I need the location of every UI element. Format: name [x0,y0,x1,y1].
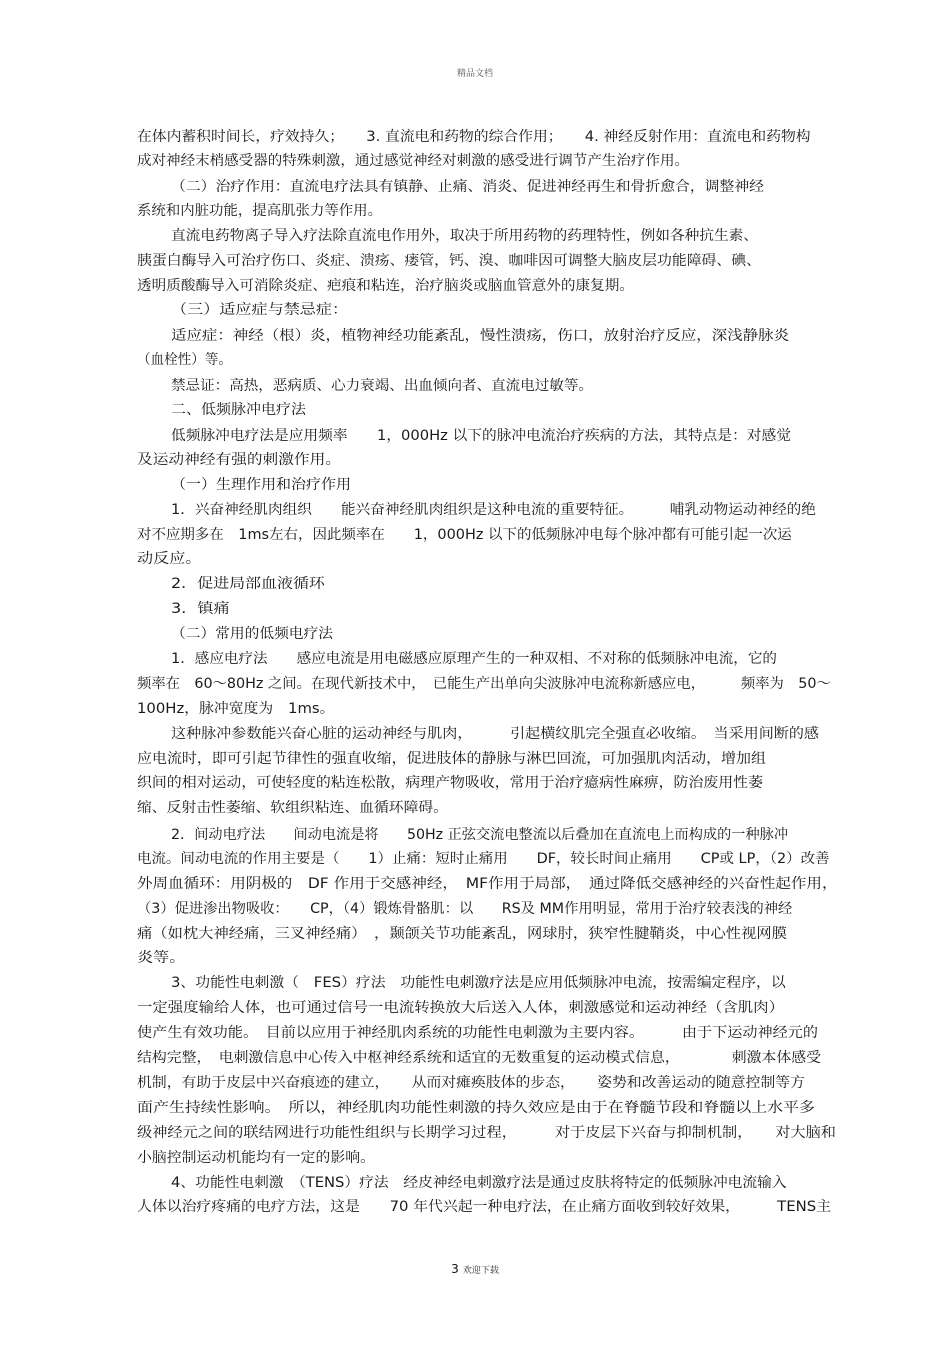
text-line: （一）生理作用和治疗作用 [171,477,351,493]
text-line: 适应症：神经（根）炎，植物神经功能紊乱，慢性溃疡，伤口，放射治疗反应，深浅静脉炎 [171,328,790,344]
text-line: 1．感应电疗法 感应电流是用电磁感应原理产生的一种双相、不对称的低频脉冲电流，它的 [171,651,777,667]
text-line: 动反应。 [137,551,202,567]
page-number: 3 [451,1262,459,1276]
text-line: 透明质酸酶导入可消除炎症、疤痕和粘连，治疗脑炎或脑血管意外的康复期。 [137,278,634,294]
text-line: 二、低频脉冲电疗法 [171,402,306,418]
text-line: 级神经元之间的联结网进行功能性组织与长期学习过程， 对于皮层下兴奋与抑制机制， 对大脑和 [137,1125,836,1141]
text-line: 成对神经末梢感受器的特殊刺激，通过感觉神经对刺激的感受进行调节产生治疗作用。 [137,153,690,169]
page-footer [0,1262,950,1276]
text-line: 外周血循环：用阴极的 DF 作用于交感神经， MF作用于局部， 通过降低交感神经的兴奋性起作用， [137,876,838,892]
text-line: 在体内蓄积时间长，疗效持久； 3. 直流电和药物的综合作用； 4. 神经反射作用：直流电和药物构 [137,129,811,145]
text-line: 织间的相对运动，可使轻度的粘连松散，病理产物吸收，常用于治疗癔病性麻痹，防治废用性萎 [137,775,763,791]
text-line: 结构完整， 电刺激信息中心传入中枢神经系统和适宜的无数重复的运动模式信息， 刺激本体感受 [137,1050,821,1066]
text-line: 使产生有效功能。 目前以应用于神经肌肉系统的功能性电刺激为主要内容。 由于下运动神经元的 [137,1025,819,1041]
text-line: （三）适应症与禁忌症： [171,302,349,318]
text-line: 一定强度输给人体，也可通过信号一电流转换放大后送入人体，刺激感觉和运动神经（含肌肉） [137,1000,784,1016]
text-line: 2．间动电疗法 间动电流是将 50Hz 正弦交流电整流以后叠加在直流电上而构成的一种脉冲 [171,827,789,843]
footer-text: 欢迎下载 [462,1266,499,1276]
text-line: 炎等。 [137,950,186,966]
text-line: 痛（如枕大神经痛，三叉神经痛） ，颞颌关节功能紊乱，网球肘，狭窄性腱鞘炎，中心性视网膜 [137,926,787,942]
text-line: （二）常用的低频电疗法 [171,626,333,642]
text-line: 2．促进局部血液循环 [171,576,325,592]
text-line: 1．兴奋神经肌肉组织 能兴奋神经肌肉组织是这种电流的重要特征。 哺乳动物运动神经的绝 [171,502,816,518]
text-line: 100Hz，脉冲宽度为 1ms。 [137,701,335,717]
text-line: 电流。间动电流的作用主要是（ 1）止痛：短时止痛用 DF，较长时间止痛用 CP或 LP，（2）改善 [137,851,830,867]
text-line: （血栓性）等。 [137,352,233,368]
text-line: 3、功能性电刺激（ FES）疗法 功能性电刺激疗法是应用低频脉冲电流，按需编定程序，以 [171,975,786,991]
page-header: 精品文档 [456,69,493,79]
text-line: 这种脉冲参数能兴奋心脏的运动神经与肌肉， 引起横纹肌完全强直必收缩。 当采用间断的感 [171,726,819,742]
text-line: 应电流时，即可引起节律性的强直收缩，促进肢体的静脉与淋巴回流，可加强肌肉活动，增加组 [137,751,766,767]
text-line: 胰蛋白酶导入可治疗伤口、炎症、溃疡、瘘管，钙、溴、咖啡因可调整大脑皮层功能障碍、碘、 [137,253,761,269]
text-line: 系统和内脏功能，提高肌张力等作用。 [137,203,382,219]
text-line: 缩、反射击性萎缩、软组织粘连、血循环障碍。 [137,800,448,816]
text-line: 及运动神经有强的刺激作用。 [137,452,342,468]
text-line: 面产生持续性影响。 所以，神经肌肉功能性刺激的持久效应是由于在脊髓节段和脊髓以上水平多 [137,1100,816,1116]
text-line: （二）治疗作用：直流电疗法具有镇静、止痛、消炎、促进神经再生和骨折愈合，调整神经 [171,179,764,195]
text-line: 频率在 60～80Hz 之间。在现代新技术中， 已能生产出单向尖波脉冲电流称新感应电， 频率为 50～ [137,676,831,692]
text-line: 小脑控制运动机能均有一定的影响。 [137,1150,375,1166]
text-line: 禁忌证：高热，恶病质、心力衰竭、出血倾向者、直流电过敏等。 [171,378,593,394]
text-line: 机制，有助于皮层中兴奋痕迹的建立， 从而对瘫痪肢体的步态， 姿势和改善运动的随意控制等方 [137,1075,805,1091]
text-line: 直流电药物离子导入疗法除直流电作用外，取决于所用药物的药理特性，例如各种抗生素、 [171,228,758,244]
text-line: 4、功能性电刺激 （TENS）疗法 经皮神经电刺激疗法是通过皮肤将特定的低频脉冲电流输入 [171,1175,787,1191]
text-line: 人体以治疗疼痛的电疗方法，这是 70 年代兴起一种电疗法，在止痛方面收到较好效果， TENS主 [137,1199,832,1215]
text-line: 对不应期多在 1ms左右，因此频率在 1，000Hz 以下的低频脉冲电每个脉冲都有可能引起一次运 [137,527,792,543]
text-line: 低频脉冲电疗法是应用频率 1，000Hz 以下的脉冲电流治疗疾病的方法，其特点是：对感觉 [171,428,791,444]
text-line: 3．镇痛 [171,601,230,617]
text-line: （3）促进渗出物吸收： CP，（4）锻炼骨骼肌：以 RS及 MM作用明显，常用于治疗较表浅的神经 [137,901,793,917]
